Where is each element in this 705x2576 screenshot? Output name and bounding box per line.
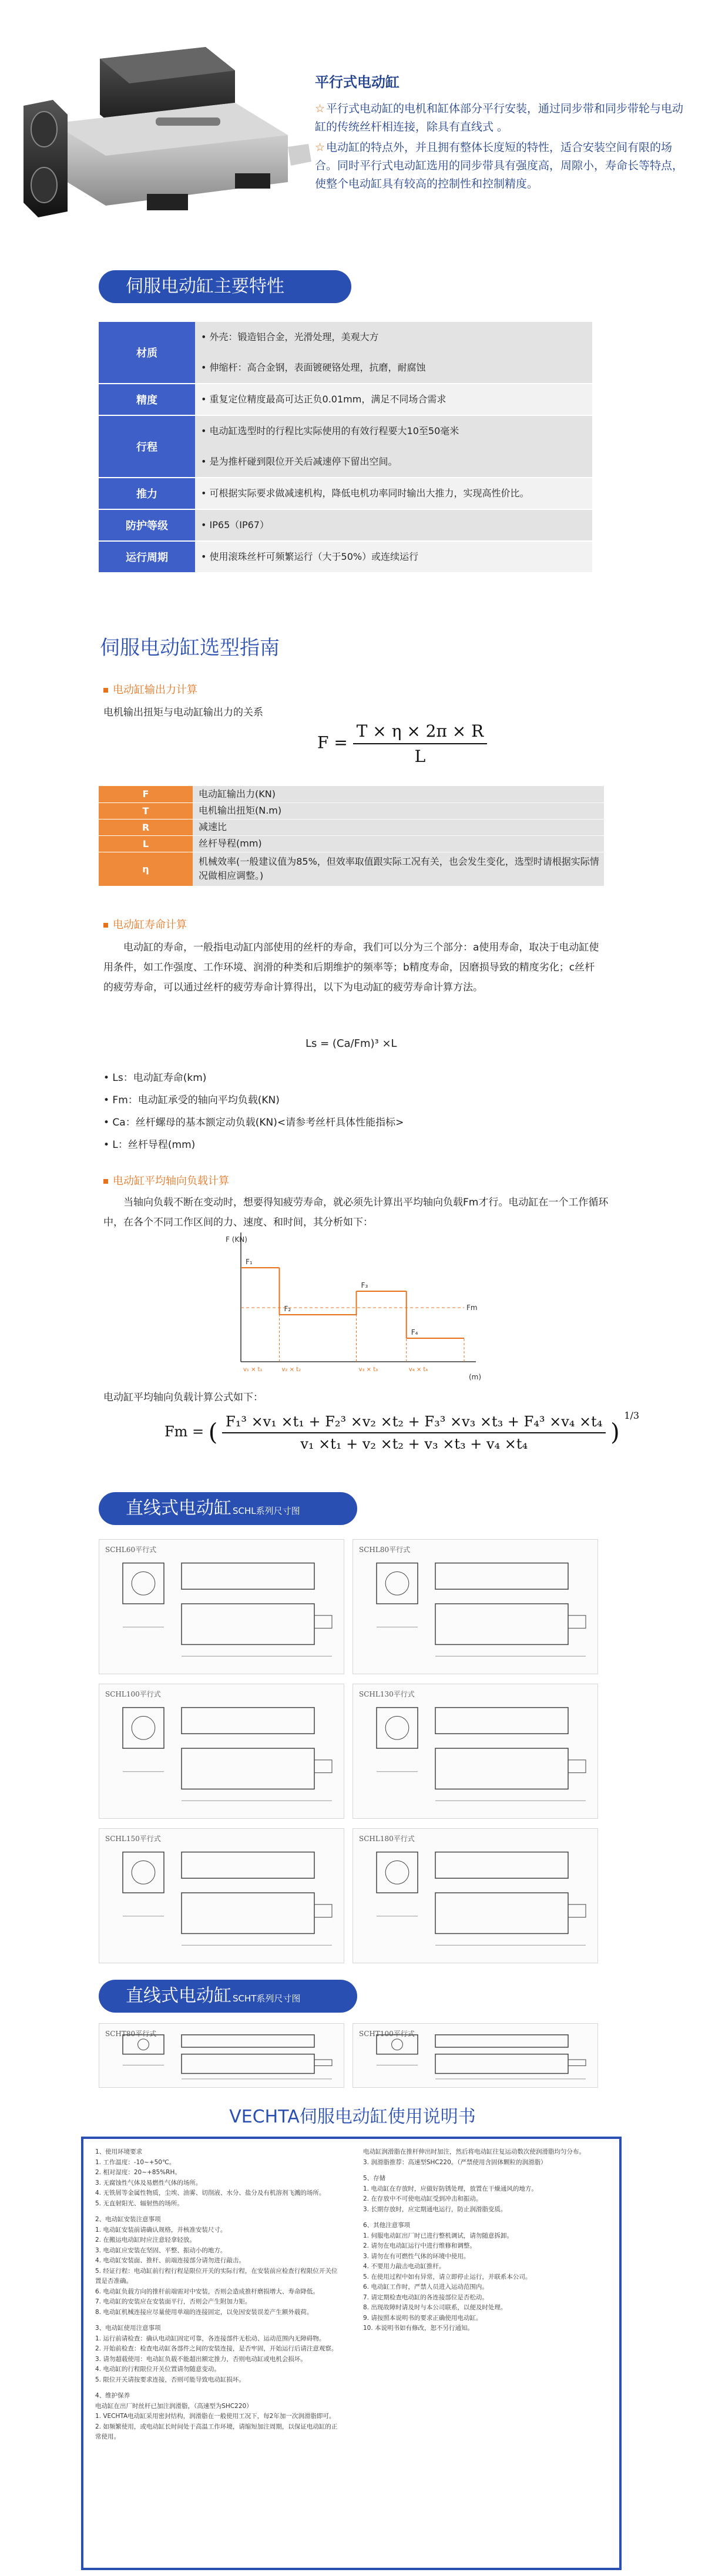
drawing-sketch (99, 2024, 344, 2087)
manual-line: 1、使用环境要求 (95, 2148, 143, 2155)
body-side-view (435, 1604, 568, 1644)
manual-line: 6. 电动缸工作时，严禁人员进入运动范围内。 (363, 2283, 488, 2290)
manual-line: 1. 电动缸在存放时，应做好防锈处理，放置在干燥通风的地方。 (363, 2185, 538, 2192)
drawing-schl130: SCHL130平行式 (352, 1684, 598, 1819)
manual-line: 7. 请定期检查电动缸的各连接部位是否松动。 (363, 2293, 488, 2301)
drawing-sketch (99, 1684, 344, 1818)
life-item: • Fm：电动缸承受的轴向平均负载(KN) (103, 1094, 280, 1106)
symbol-row: R 减速比 (99, 819, 604, 835)
manual-line: 4、维护保养 (95, 2392, 130, 2399)
guide-title: 伺服电动缸选型指南 (100, 636, 280, 660)
feature-row-precision (99, 384, 592, 416)
feature-line: • 是为推杆碰到限位开关后减速停下留出空间。 (201, 456, 398, 467)
segment-x-label: v₃ × t₃ (358, 1366, 378, 1373)
manual-line: 9. 请按照本说明书的要求正确使用电动缸。 (363, 2314, 482, 2322)
symbol-row: η 机械效率(一般建议值为85%，但效率取值跟实际工况有关，也会发生变化，选型时请根据实际情况做相应调整。) (99, 852, 604, 886)
feature-row-protection (99, 510, 592, 542)
body-side-view (182, 1893, 314, 1933)
output-force-text: 电机输出扭矩与电动缸输出力的关系 (103, 707, 263, 718)
segment-x-label: v₁ × t₁ (243, 1366, 263, 1373)
manual-line (363, 2215, 610, 2221)
manual-line: 4. 电动缸的行程限位开关位置请勿随意变动。 (95, 2366, 220, 2373)
manual-line: 2. 如频繁使用，或电动缸长时间处于高温工作环境，请缩短加注周期，以保证电动缸的正常使用。 (95, 2423, 338, 2440)
manual-line: 6、其他注意事项 (363, 2222, 411, 2229)
motor-view (123, 1852, 164, 1893)
feature-line: • 伸缩杆：高合金钢，表面镀硬铬处理，抗磨，耐腐蚀 (201, 362, 426, 373)
manual-line: 7. 电动缸的安装应在安装面平行，否则会产生附加力矩。 (95, 2298, 251, 2305)
body-top-view (182, 1852, 314, 1879)
segment-x-label: v₄ × t₄ (408, 1366, 428, 1373)
body-side-view (435, 1893, 568, 1933)
body-top-view (435, 1852, 568, 1879)
actuator-product-image (12, 35, 317, 229)
manual-line: 3. 润滑脂推荐：高速型SHC220。（严禁使用含固体颗粒的润滑脂） (363, 2158, 547, 2166)
star-icon: ☆ (315, 141, 325, 154)
feature-head: 材质 (99, 322, 195, 383)
rod-end (314, 1616, 332, 1628)
manual-line: 1. 伺服电动缸出厂时已进行整机调试，请勿随意拆卸。 (363, 2232, 513, 2239)
body-side-view (182, 2054, 314, 2074)
feature-head: 防护等级 (99, 510, 195, 540)
rod-end (568, 1760, 586, 1773)
manual-line: 10. 本说明书如有修改，恕不另行通知。 (363, 2325, 474, 2332)
feature-head: 推力 (99, 478, 195, 509)
intro-section (0, 0, 705, 253)
drawing-schl80: SCHL80平行式 (352, 1539, 598, 1674)
shaft-circle (385, 1572, 409, 1596)
manual-line: 3、电动缸使用注意事项 (95, 2325, 161, 2332)
body-top-view (182, 1708, 314, 1734)
manual-line: 2、电动缸安装注意事项 (95, 2216, 161, 2223)
drawing-sketch (353, 1829, 597, 1963)
feature-line: • 可根据实际要求做减速机构，降低电机功率同时输出大推力，实现高性价比。 (201, 488, 529, 499)
manual-line (95, 2385, 342, 2391)
motor-view (123, 1708, 164, 1748)
symbol-row: L 丝杆导程(mm) (99, 835, 604, 852)
manual-line: 3. 请勿在有可燃性气体的环境中使用。 (363, 2252, 470, 2260)
drawing-sketch (99, 1829, 344, 1963)
manual-line: 5、存储 (363, 2175, 386, 2182)
shaft-circle (132, 1717, 155, 1740)
manual-line: 1. 工作温度：-10~+50℃。 (95, 2158, 176, 2166)
force-label: F₂ (284, 1305, 291, 1313)
life-text: 电动缸的寿命，一般指电动缸内部使用的丝杆的寿命，我们可以分为三个部分：a使用寿命，取决于电动缸使用条件，如工作强度、工作环境、润滑的种类和后期维护的频率等；b精度寿命，因磨损导致的精度劣化；c丝杆的疲劳寿命，可以通过丝杆的疲劳寿命计算得出，以下为电动缸的疲劳寿命计算方法。 (103, 942, 599, 993)
motor-view (377, 2035, 418, 2054)
drawing-sketch (353, 2024, 597, 2087)
body-top-view (435, 2035, 568, 2047)
drawing-sketch (99, 1540, 344, 1674)
body-top-view (435, 1563, 568, 1590)
drawing-sketch (353, 1684, 597, 1818)
output-force-formula: F = $\frac{T \times \eta \times 2\pi \times R}{L}$ (317, 721, 487, 766)
avg-load-text-2: 电动缸平均轴向负载计算公式如下： (103, 1392, 263, 1403)
shaft-circle (132, 1861, 155, 1885)
manual-right-column (363, 2147, 610, 2334)
body-side-view (435, 2054, 568, 2074)
body-side-view (435, 1748, 568, 1789)
x-axis-label: (m) (469, 1373, 482, 1381)
drawing-scht100: SCHT100平行式 (352, 2023, 598, 2088)
rod-end (314, 1905, 332, 1917)
manual-line: 1. 运行前请检查：确认电动缸固定可靠，各连接部件无松动、运动范围内无障碍物。 (95, 2335, 325, 2342)
manual-line: 1. 电动缸安装前请确认规格，并核准安装尺寸。 (95, 2226, 227, 2234)
manual-line: 电动缸在出厂时丝杆已加注润滑脂，（高速型为SHC220） (95, 2402, 253, 2410)
motor-view (123, 2035, 164, 2054)
manual-line: 5. 经证行程：电动缸前行程行程是限位开关的实际行程，在安装前应检查行程限位开关位置是否准确。 (95, 2267, 338, 2285)
manual-line: 5. 无直射阳光、辐射热的场所。 (95, 2199, 183, 2207)
rod-end (314, 2060, 332, 2065)
drawing-schl150: SCHL150平行式 (99, 1828, 344, 1963)
manual-line (95, 2209, 342, 2215)
manual-line: 3. 请勿超载使用：电动缸负载不能超出额定推力，否则电动缸或电机会损坏。 (95, 2355, 307, 2363)
load-chart (217, 1221, 488, 1385)
manual-left-column (95, 2147, 342, 2443)
motor-view (377, 1563, 418, 1604)
shaft-circle (138, 2039, 149, 2050)
feature-line: • 使用滚珠丝杆可频繁运行（大于50%）或连续运行 (201, 551, 419, 562)
manual-box (81, 2137, 622, 2570)
feature-line: • 电动缸选型时的行程比实际使用的有效行程要大10至50毫米 (201, 425, 459, 436)
symbol-row: T 电机输出扭矩(N.m) (99, 802, 604, 819)
manual-title: VECHTA伺服电动缸使用说明书 (229, 2107, 476, 2127)
manual-line: 2. 开始前检查：检查电动缸各部件之间的安装连接，是否牢固，开始运行后请注意观察。 (95, 2345, 338, 2352)
feature-head: 运行周期 (99, 542, 195, 572)
drawing-schl60: SCHL60平行式 (99, 1539, 344, 1674)
y-axis-label: F (KN) (226, 1235, 247, 1244)
body-side-view (182, 1604, 314, 1644)
rod-end (314, 1760, 332, 1773)
drawing-schl100: SCHL100平行式 (99, 1684, 344, 1819)
manual-line: 4. 无铁屑等金属性物质，尘埃、油雾、切削液、水分、盐分及有机溶剂飞溅的场所。 (95, 2189, 325, 2197)
manual-line: 8. 出现故障时请及时与本公司联系，以便及时处理。 (363, 2304, 507, 2311)
manual-line: 4. 电动缸安装面、推杆、前端连接部分请勿进行敲击。 (95, 2257, 245, 2264)
symbol-table (99, 786, 604, 886)
schl-heading: 直线式电动缸 SCHL系列尺寸图 (99, 1492, 357, 1525)
symbol-row: F 电动缸输出力(KN) (99, 786, 604, 802)
intro-point-2: ☆ 电动缸的特点外，并且拥有整体长度短的特性，适合安装空间有限的场合。同时平行式电动缸选用的同步带具有强度高，周隙小，寿命长等特点，使整个电动缸具有较高的控制性和控制精度。 (315, 141, 684, 190)
drawing-schl180: SCHL180平行式 (352, 1828, 598, 1963)
drawing-sketch (353, 1540, 597, 1674)
shaft-circle (132, 1572, 155, 1596)
manual-line: 2. 在存放中不可使电动缸受到冲击和振动。 (363, 2195, 482, 2202)
life-item: • Ca：丝杆螺母的基本额定动负载(KN)<请参考丝杆具体性能指标> (103, 1117, 404, 1129)
force-label: F₃ (361, 1281, 368, 1289)
avg-load-formula: Fm = ( $\frac{\text{F₁³ ×v₁ ×t₁ + F₂³ ×v₂ ×t₂ + F₃³ ×v₃ ×t₃ + F₄³ ×v₄ ×t₄}}{\text{v₁ ×t₁ + v₂ ×t₂ + v₃ ×t₃ + v₄ ×t₄}}$ ) $^{1/3}$ (164, 1410, 640, 1452)
feature-row-duty (99, 542, 592, 573)
life-formula: Ls = (Ca/Fm)³ ×L (306, 1037, 397, 1050)
body-top-view (182, 1563, 314, 1590)
shaft-circle (392, 2039, 403, 2050)
manual-line (363, 2168, 610, 2174)
manual-line: 5. 限位开关请按要求连接，否则可能导致电动缸损坏。 (95, 2376, 245, 2383)
feature-row-material (99, 322, 592, 384)
motor-view (123, 1563, 164, 1604)
body-top-view (182, 2035, 314, 2047)
segment-x-label: v₂ × t₂ (281, 1366, 301, 1373)
scht-heading: 直线式电动缸 SCHT系列尺寸图 (99, 1980, 357, 2013)
intro-point-1: ☆ 平行式电动缸的电机和缸体部分平行安装，通过同步带和同步带轮与电动缸的传统丝杆相连接，除具有直线式 。 (315, 102, 684, 133)
manual-line: 1. VECHTA电动缸采用密封结构，润滑脂在一般使用工况下，每2年加一次润滑脂即可。 (95, 2413, 335, 2420)
manual-line: 4. 不要用力敲击电动缸推杆。 (363, 2263, 445, 2270)
rod-end (568, 1905, 586, 1917)
force-label: F₁ (246, 1258, 253, 1266)
manual-line: 电动缸润滑脂在推杆伸出时加注，然后将电动缸往复运动数次使润滑脂均匀分布。 (363, 2148, 585, 2155)
feature-head: 行程 (99, 416, 195, 477)
manual-line: 6. 电动缸负载方向的推杆前端需对中安装，否则会造成推杆磨损增大、寿命降低。 (95, 2288, 319, 2295)
feature-line: • 重复定位精度最高可达正负0.01mm，满足不同场合需求 (201, 394, 446, 405)
intro-title: 平行式电动缸 (315, 74, 400, 90)
body-top-view (435, 1708, 568, 1734)
manual-line: 3. 电动缸应安装在坚固、平整、振动小的地方。 (95, 2246, 227, 2254)
rod-end (568, 2060, 586, 2065)
feature-head: 精度 (99, 384, 195, 415)
motor-view (377, 1852, 418, 1893)
manual-line: 3. 长期存放时，应定期通电运行，防止润滑脂变质。 (363, 2205, 507, 2213)
manual-line: 2. 相对湿度：20~+85%RH。 (95, 2169, 181, 2176)
motor-view (377, 1708, 418, 1748)
rod-end (568, 1616, 586, 1628)
manual-line: 5. 在使用过程中如有异常，请立即停止运行，并联系本公司。 (363, 2273, 532, 2281)
force-label: F₄ (411, 1328, 418, 1336)
avg-load-subtitle: 电动缸平均轴向负载计算 (103, 1173, 229, 1188)
drawing-scht80: SCHT80平行式 (99, 2023, 344, 2088)
fm-label: Fm (466, 1304, 478, 1312)
feature-line: • IP65（IP67） (201, 519, 269, 530)
life-item: • L：丝杆导程(mm) (103, 1139, 196, 1151)
manual-line: 2. 请勿在电动缸运行中进行维修和调整。 (363, 2242, 476, 2249)
star-icon: ☆ (315, 102, 325, 115)
features-table (99, 322, 592, 573)
feature-row-stroke (99, 416, 592, 478)
life-subtitle: 电动缸寿命计算 (103, 916, 187, 932)
shaft-circle (385, 1717, 409, 1740)
feature-line: • 外壳：锻造铝合金，光滑处理，美观大方 (201, 331, 379, 342)
body-side-view (182, 1748, 314, 1789)
features-heading: 伺服电动缸主要特性 (99, 270, 351, 303)
feature-row-thrust (99, 478, 592, 510)
manual-line: 2. 在搬运电动缸时应注意轻拿轻放。 (95, 2236, 196, 2243)
manual-line: 3. 无腐蚀性气体及易燃性气体的场所。 (95, 2179, 202, 2187)
manual-line (95, 2318, 342, 2323)
life-item: • Ls：电动缸寿命(km) (103, 1072, 207, 1084)
manual-line: 8. 电动缸机械连接应尽量使用单端的连接固定，以免因安装误差产生额外载荷。 (95, 2308, 313, 2316)
avg-load-text: 当轴向负载不断在变动时，想要得知疲劳寿命，就必须先计算出平均轴向负载Fm才行。电动缸在一个工作循环中，在各个不同工作区间的力、速度、和时间，其分析如下： (103, 1197, 609, 1228)
shaft-circle (385, 1861, 409, 1885)
output-force-subtitle: 电动缸输出力计算 (103, 681, 197, 697)
